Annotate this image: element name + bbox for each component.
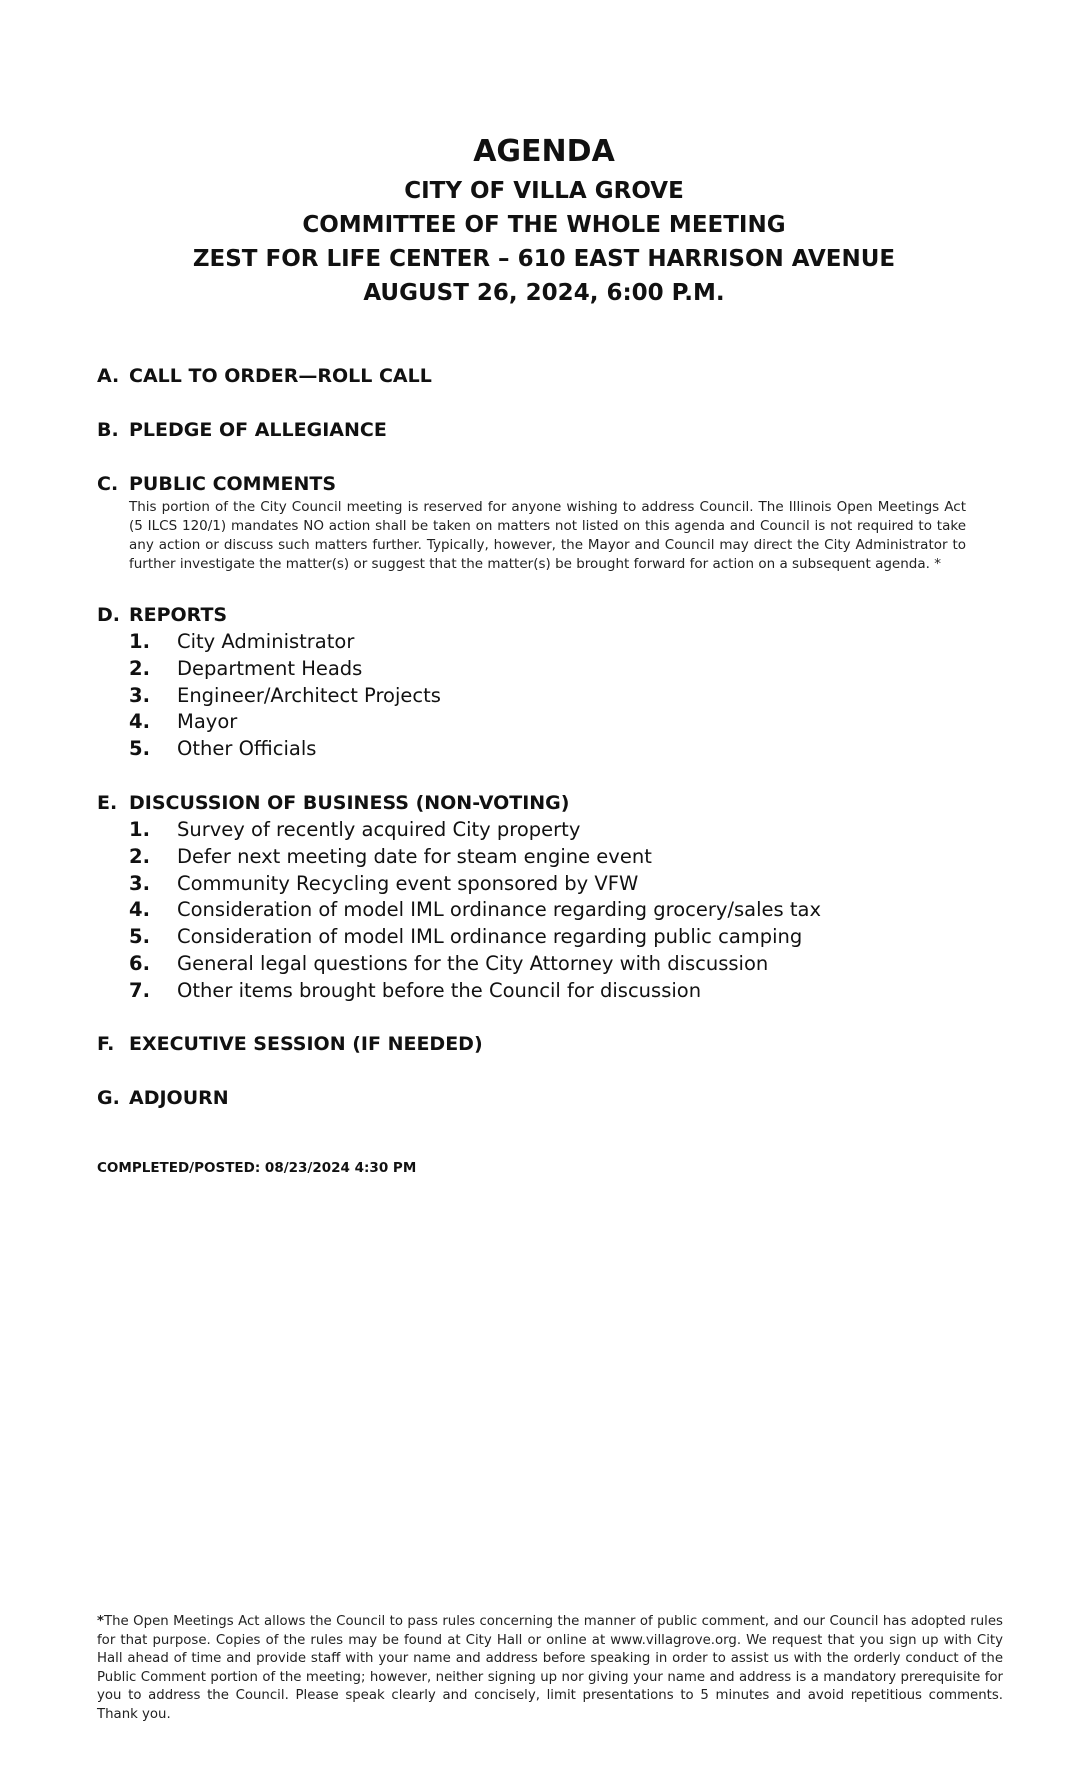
section-heading xyxy=(97,362,967,390)
section-public-comments xyxy=(97,470,967,574)
section-title: PUBLIC COMMENTS xyxy=(129,473,337,495)
list-item xyxy=(97,978,967,1005)
item-text: Department Heads xyxy=(177,656,363,680)
section-heading xyxy=(97,1030,967,1058)
section-call-to-order xyxy=(97,362,967,390)
list-item xyxy=(97,951,967,978)
posted-timestamp: COMPLETED/POSTED: 08/23/2024 4:30 PM xyxy=(97,1160,417,1176)
section-title: CALL TO ORDER—ROLL CALL xyxy=(129,365,432,387)
section-reports xyxy=(97,601,967,763)
section-pledge xyxy=(97,416,967,444)
list-item xyxy=(97,897,967,924)
item-number: 7. xyxy=(129,978,150,1002)
item-number: 1. xyxy=(129,630,150,653)
item-number: 1. xyxy=(129,818,150,841)
item-number: 2. xyxy=(129,844,150,868)
list-item xyxy=(97,924,967,951)
section-heading xyxy=(97,1084,967,1112)
section-heading xyxy=(97,470,967,498)
item-text: Survey of recently acquired City property xyxy=(177,818,581,841)
section-letter: B. xyxy=(97,419,119,441)
city-name: CITY OF VILLA GROVE xyxy=(404,178,684,204)
section-letter: F. xyxy=(97,1033,115,1055)
item-number: 5. xyxy=(129,737,150,761)
reports-list xyxy=(97,629,967,763)
item-text: Other Officials xyxy=(177,737,317,761)
public-comments-description: This portion of the City Council meeting is reserved for anyone wishing to address Council. The Illinois Open Meetings Act (5 ILCS 120/1) mandates NO action shall be taken on matters not listed on this agenda and Council is not required to take any action or discuss such matters further. Typically, however, the Mayor and Council may direct the City Administrator to further investigate the matter(s) or suggest that the matter(s) be brought forward for action on a subsequent agenda. * xyxy=(129,499,966,572)
section-letter: E. xyxy=(97,792,118,814)
item-number: 5. xyxy=(129,925,150,949)
list-item xyxy=(97,683,967,710)
list-item xyxy=(97,871,967,898)
item-text: General legal questions for the City Attorney with discussion xyxy=(177,951,769,975)
item-text: Defer next meeting date for steam engine event xyxy=(177,844,652,868)
agenda-header xyxy=(0,130,1088,310)
item-number: 4. xyxy=(129,898,150,922)
item-text: Engineer/Architect Projects xyxy=(177,683,441,707)
item-number: 6. xyxy=(129,951,150,975)
section-heading xyxy=(97,601,967,629)
item-number: 2. xyxy=(129,656,150,680)
item-number: 3. xyxy=(129,683,150,707)
section-title: PLEDGE OF ALLEGIANCE xyxy=(129,419,387,441)
meeting-name: COMMITTEE OF THE WHOLE MEETING xyxy=(302,212,786,238)
section-letter: C. xyxy=(97,473,119,495)
section-letter: D. xyxy=(97,604,120,626)
section-heading xyxy=(97,789,967,817)
meeting-datetime: AUGUST 26, 2024, 6:00 P.M. xyxy=(363,280,725,306)
item-text: Consideration of model IML ordinance regarding grocery/sales tax xyxy=(177,898,821,922)
item-number: 3. xyxy=(129,871,150,895)
section-heading xyxy=(97,416,967,444)
meeting-location: ZEST FOR LIFE CENTER – 610 EAST HARRISON AVENUE xyxy=(192,246,896,272)
section-executive-session xyxy=(97,1030,967,1058)
item-text: City Administrator xyxy=(177,630,355,653)
discussion-list xyxy=(97,817,967,1005)
item-number: 4. xyxy=(129,710,150,734)
list-item xyxy=(97,656,967,683)
item-text: Consideration of model IML ordinance regarding public camping xyxy=(177,925,803,949)
list-item xyxy=(97,736,967,763)
item-text: Mayor xyxy=(177,710,238,734)
section-discussion xyxy=(97,789,967,1005)
section-title: ADJOURN xyxy=(129,1087,229,1109)
section-adjourn xyxy=(97,1084,967,1112)
list-item xyxy=(97,817,967,844)
item-text: Community Recycling event sponsored by VFW xyxy=(177,871,639,895)
item-text: Other items brought before the Council for discussion xyxy=(177,978,702,1002)
agenda-title: AGENDA xyxy=(473,134,615,169)
list-item xyxy=(97,844,967,871)
section-letter: G. xyxy=(97,1087,120,1109)
footnote xyxy=(97,1613,1003,1724)
section-letter: A. xyxy=(97,365,120,387)
section-title: DISCUSSION OF BUSINESS (NON-VOTING) xyxy=(129,792,570,814)
footnote-text: The Open Meetings Act allows the Council to pass rules concerning the manner of public comment, and our Council has adopted rules for that purpose. Copies of the rules may be found at City Hall or online at www.villagrove.org. We request that you sign up with City Hall ahead of time and provide staff with your name and address before speaking in order to assist us with the orderly conduct of the Public Comment portion of the meeting; however, neither signing up nor giving your name and address is a mandatory prerequisite for you to address the Council. Please speak clearly and concisely, limit presentations to 5 minutes and avoid repetitious comments. Thank you. xyxy=(97,1614,1003,1722)
section-title: REPORTS xyxy=(129,604,228,626)
list-item xyxy=(97,629,967,656)
list-item xyxy=(97,709,967,736)
section-title: EXECUTIVE SESSION (IF NEEDED) xyxy=(129,1033,483,1055)
footnote-marker: * xyxy=(97,1614,104,1629)
